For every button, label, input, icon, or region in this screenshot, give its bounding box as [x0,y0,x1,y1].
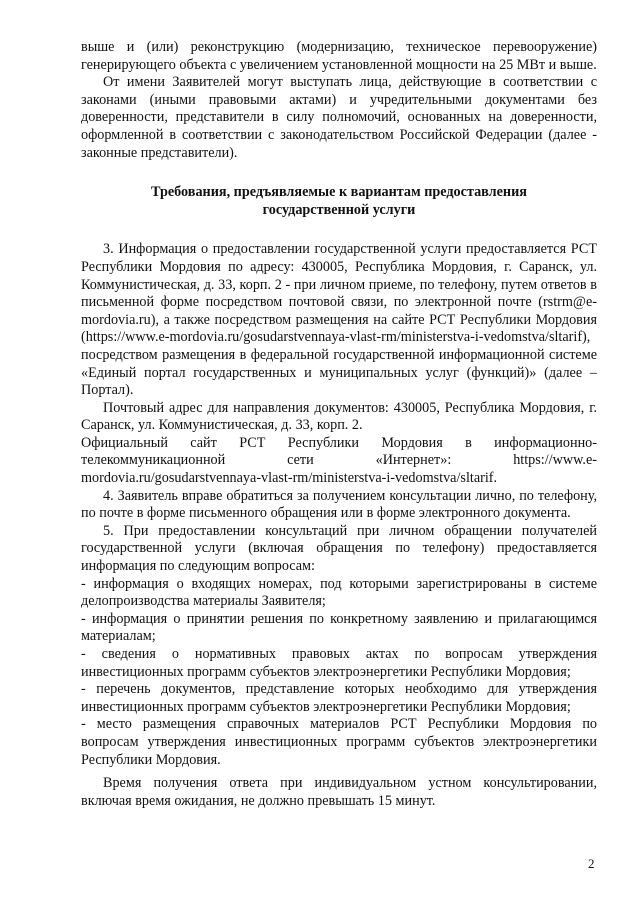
list-item: - перечень документов, представление которых необходимо для утверждения инвестиционных программ субъектов электроэнергетики Республики Мордовия; [81,681,597,715]
paragraph-representatives: От имени Заявителей могут выступать лица, действующие в соответствии с законами (иными правовыми актами) и учредительными документами без доверенности, представители в силу полномочий, основанных на доверенности, оформленной в соответствии с законодательством Российской Федерации (далее - законные представители). [81,74,597,161]
paragraph-item-4: 4. Заявитель вправе обратиться за получением консультации лично, по телефону, по почте в форме письменного обращения или в форме электронного документа. [81,487,597,522]
list-item: - место размещения справочных материалов РСТ Республики Мордовия по вопросам утверждения инвестиционных программ субъектов электроэнергетики Республики Мордовия. [81,716,597,768]
section-heading [81,184,597,219]
document-page [81,39,597,810]
paragraph-item-3: 3. Информация о предоставлении государственной услуги предоставляется РСТ Республики Мордовия по адресу: 430005, Республика Мордовия, г. Саранск, ул. Коммунистическая, д. 33, корп. 2 - при личном приеме, по телефону, путем ответов в письменной форме посредством почтовой связи, по электронной почте (rstrm@e-mordovia.ru), а также посредством размещения на сайте РСТ Республики Мордовия (https://www.e-mordovia.ru/gosudarstvennaya-vlast-rm/ministerstva-i-vedomstva/sltarif), посредством размещения в федеральной государственной информационной системе «Единый портал государственных и муниципальных услуг (функций)» (далее – Портал). [81,241,597,399]
page-number: 2 [588,856,595,871]
section-heading-line2: государственной услуги [262,201,416,218]
list-item: - сведения о нормативных правовых актах по вопросам утверждения инвестиционных программ субъектов электроэнергетики Республики Мордовия; [81,646,597,680]
paragraph-postal-address: Почтовый адрес для направления документов: 430005, Республика Мордовия, г. Саранск, ул. Коммунистическая, д. 33, корп. 2. [81,399,597,434]
list-item: - информация о входящих номерах, под которыми зарегистрированы в системе делопроизводства материалы Заявителя; [81,575,597,610]
section-heading-line1: Требования, предъявляемые к вариантам предоставления [151,184,527,201]
paragraph-response-time: Время получения ответа при индивидуальном устном консультировании, включая время ожидания, не должно превышать 15 минут. [81,775,597,809]
list-item: - информация о принятии решения по конкретному заявлению и прилагающимся материалам; [81,610,597,645]
paragraph-item-5: 5. При предоставлении консультаций при личном обращении получателей государственной услуги (включая обращения по телефону) предоставляется информация по следующим вопросам: [81,522,597,575]
paragraph-continuation: выше и (или) реконструкцию (модернизацию, техническое перевооружение) генерирующего объекта с увеличением установленной мощности на 25 МВт и выше. [81,39,597,73]
paragraph-official-site: Официальный сайт РСТ Республики Мордовия в информационно-телекоммуникационной сети «Интернет»: https://www.e-mordovia.ru/gosudarstvennaya-vlast-rm/ministerstva-i-vedomstva/sltarif. [81,434,597,487]
